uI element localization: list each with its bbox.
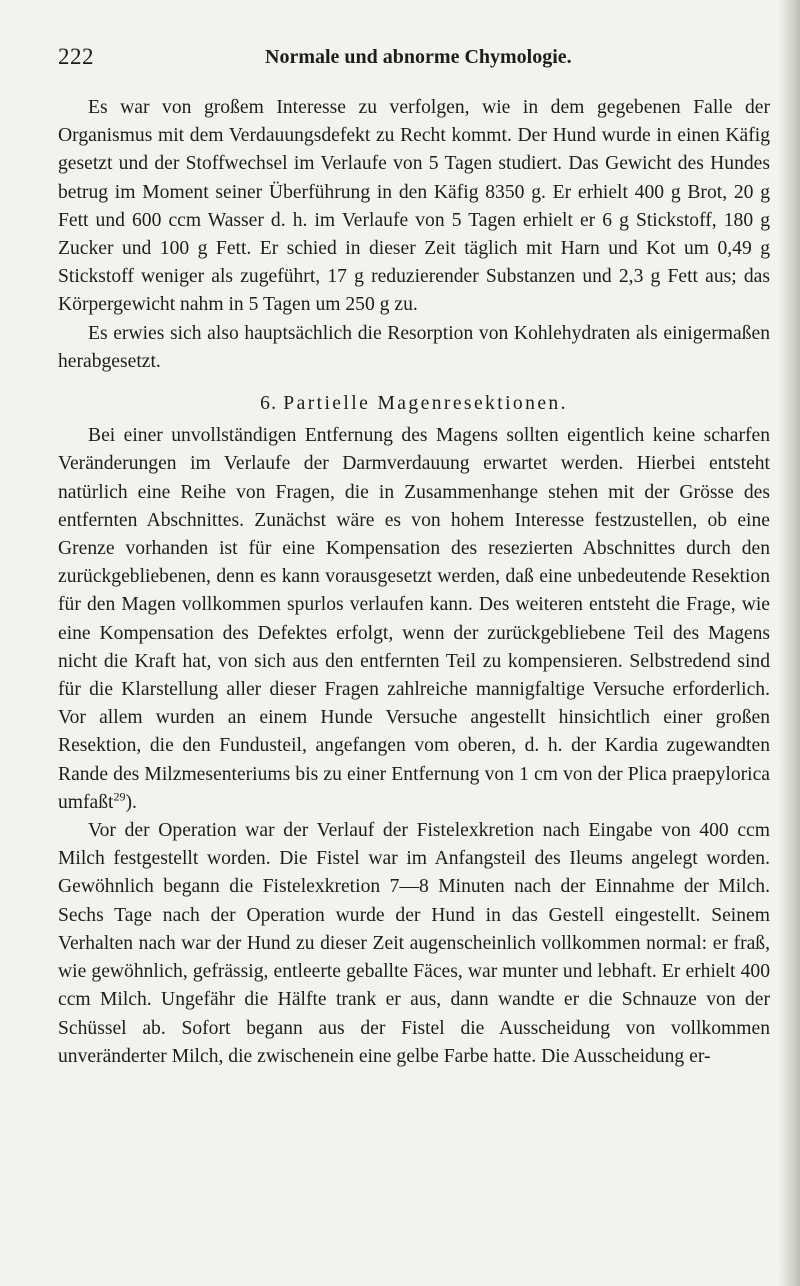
section-number: 6. (260, 393, 278, 415)
paragraph: Vor der Operation war der Verlauf der Fistelexkretion nach Eingabe von 400 ccm Milch festgestellt worden. Die Fistel war im Anfangsteil des Ileums angelegt worden. Gewöhnlich begann die Fistelexkretion 7—8 Minuten nach der Einnahme der Milch. Sechs Tage nach der Operation wurde der Hund in das Gestell eingestellt. Seinem Verhalten nach war der Hund zu dieser Zeit augenscheinlich vollkommen normal: er fraß, wie gewöhnlich, gefrässig, entleerte geballte Fäces, war munter und lebhaft. Er erhielt 400 ccm Milch. Ungefähr die Hälfte trank er aus, dann wandte er die Schnauze von der Schüssel ab. Sofort begann aus der Fistel die Ausscheidung von vollkommen unveränderter Milch, die zwischenein eine gelbe Farbe hatte. Die Ausscheidung er- (58, 820, 770, 1067)
body-text (58, 94, 770, 1071)
paragraph: Es erwies sich also hauptsächlich die Resorption von Kohlehydraten als einigermaßen herabgesetzt. (58, 322, 770, 372)
paragraph-text-end: ). (125, 791, 137, 813)
page-number: 222 (58, 44, 94, 69)
section-heading (58, 390, 770, 418)
paragraph: Es war von großem Interesse zu verfolgen, wie in dem gegebenen Falle der Organismus mit dem Verdauungsdefekt zu Recht kommt. Der Hund wurde in einen Käfig gesetzt und der Stoffwechsel im Verlaufe von 5 Tagen studiert. Das Gewicht des Hundes betrug im Moment seiner Überführung in den Käfig 8350 g. Er erhielt 400 g Brot, 20 g Fett und 600 ccm Wasser d. h. im Verlaufe von 5 Tagen erhielt er 6 g Stickstoff, 180 g Zucker und 100 g Fett. Er schied in dieser Zeit täglich mit Harn und Kot um 0,49 g Stickstoff weniger als zugeführt, 17 g reduzierender Substanzen und 2,3 g Fett aus; das Körpergewicht nahm in 5 Tagen um 250 g zu. (58, 97, 770, 316)
running-title: Normale und abnorme Chymologie. (265, 46, 572, 68)
page-edge-shadow (778, 0, 800, 1286)
section-title: Partielle Magenresektionen. (283, 393, 568, 415)
footnote-reference: 29 (113, 789, 126, 804)
page-header (58, 44, 770, 74)
paragraph (58, 422, 770, 817)
paragraph-text: Bei einer unvollständigen Entfernung des Magens sollten eigentlich keine scharfen Veränderungen im Verlaufe der Darmverdauung erwartet werden. Hierbei entsteht natürlich eine Reihe von Fragen, die in Zusammenhange stehen mit der Grösse des entfernten Abschnittes. Zunächst wäre es von hohem Interesse festzustellen, ob eine Grenze vorhanden ist für eine Kompensation des resezierten Abschnittes durch den zurückgebliebenen, denn es kann vorausgesetzt werden, daß eine unbedeutende Resektion für den Magen vollkommen spurlos verlaufen kann. Des weiteren entsteht die Frage, wie eine Kompensation des Defektes erfolgt, wenn der zurückgebliebene Teil des Magens nicht die Kraft hat, von sich aus den entfernten Teil zu kompensieren. Selbstredend sind für die Klarstellung aller dieser Fragen zahlreiche mannigfaltige Versuche erforderlich. Vor allem wurden an einem Hunde Versuche angestellt hinsichtlich einer großen Resektion, die den Fundusteil, angefangen vom oberen, d. h. der Kardia zugewandten Rande des Milzmesenteriums bis zu einer Entfernung von 1 cm von der Plica praepylorica umfaßt (58, 425, 770, 813)
book-page (58, 44, 770, 1071)
